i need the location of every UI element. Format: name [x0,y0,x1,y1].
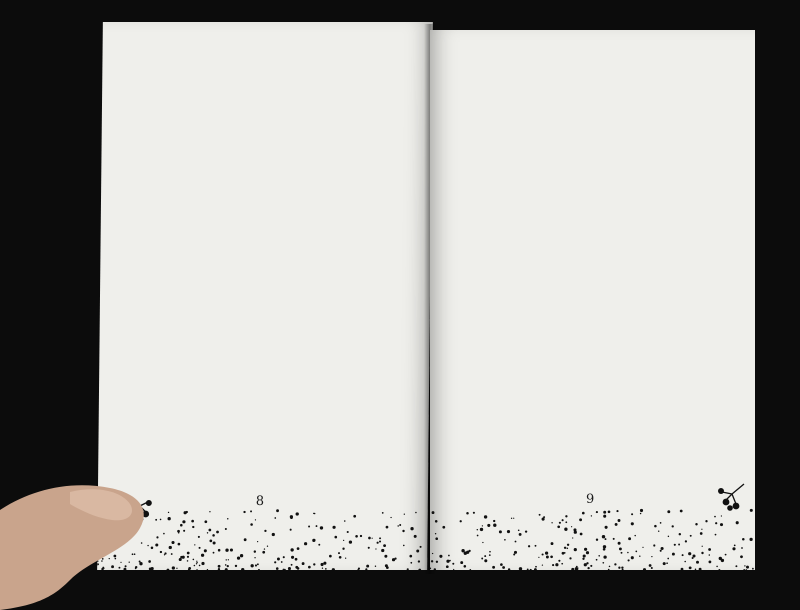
left-page-number: 8 [255,494,265,509]
decorative-dots [430,500,755,570]
right-page [430,30,755,570]
right-page-number: 9 [586,492,595,507]
hand-thumb [0,470,230,610]
